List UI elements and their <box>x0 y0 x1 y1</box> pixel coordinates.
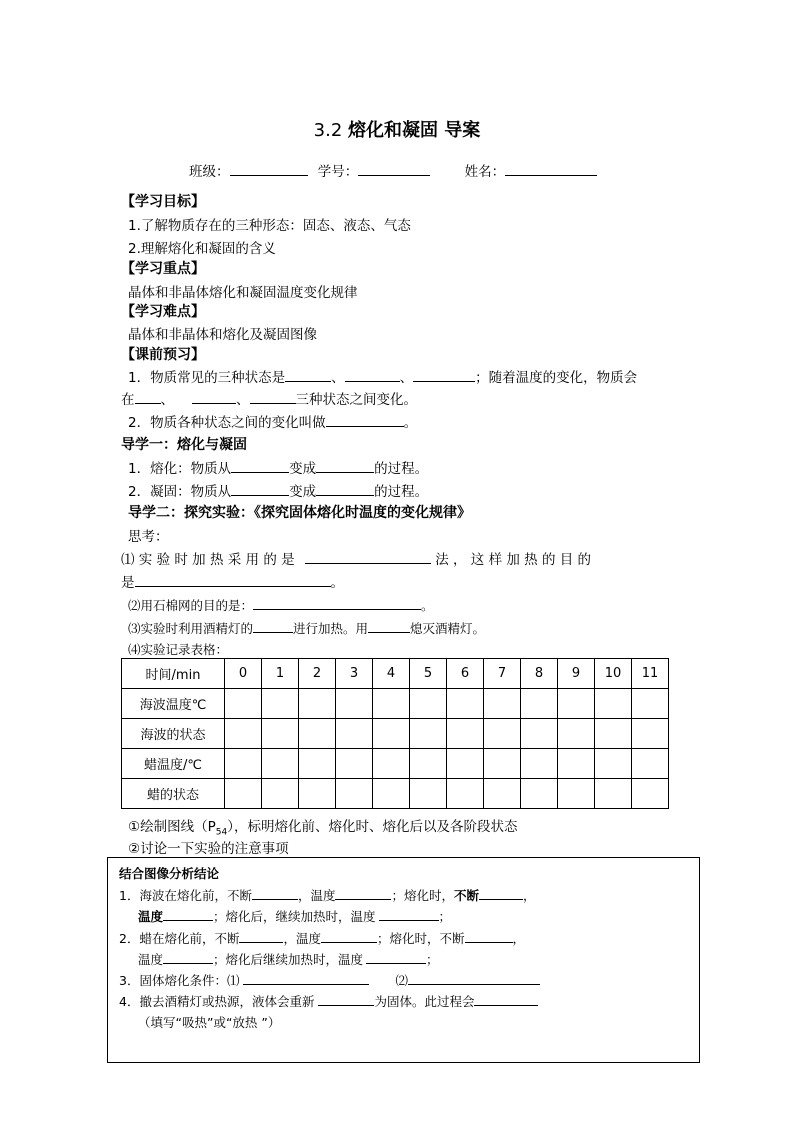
conclusion-line-4: 温度 ；熔化后继续加热时，温度 ； <box>138 952 439 967</box>
table-cell[interactable] <box>373 719 410 749</box>
table-header-cell: 11 <box>632 659 669 689</box>
table-cell[interactable] <box>299 749 336 779</box>
table-cell[interactable] <box>521 689 558 719</box>
table-cell[interactable] <box>225 689 262 719</box>
table-cell[interactable] <box>373 689 410 719</box>
table-cell[interactable] <box>632 749 669 779</box>
table-cell[interactable] <box>558 779 595 809</box>
table-cell[interactable] <box>410 749 447 779</box>
goal-1: 1.了解物质存在的三种形态：固态、液态、气态 <box>128 218 411 234</box>
guide-1-melting: 1．熔化：物质从 变成 的过程。 <box>128 461 429 477</box>
table-cell[interactable] <box>558 719 595 749</box>
table-cell[interactable] <box>262 689 299 719</box>
blank[interactable] <box>326 414 404 427</box>
blank[interactable] <box>316 483 374 496</box>
table-header-cell: 时间/min <box>122 659 225 689</box>
table-cell[interactable] <box>373 779 410 809</box>
difficulty-1: 晶体和非晶体和熔化及凝固图像 <box>128 327 317 343</box>
table-cell[interactable] <box>336 689 373 719</box>
class-label: 班级： <box>189 164 230 180</box>
blank[interactable] <box>163 908 213 921</box>
goal-2: 2.理解熔化和凝固的含义 <box>128 241 276 257</box>
table-cell[interactable] <box>299 689 336 719</box>
question-3: ⑶实验时利用酒精灯的 进行加热。用 熄灭酒精灯。 <box>128 621 486 636</box>
blank[interactable] <box>474 993 538 1006</box>
name-field[interactable] <box>505 163 597 176</box>
table-cell[interactable] <box>225 749 262 779</box>
blank[interactable] <box>335 887 391 900</box>
table-header-row <box>122 659 669 689</box>
blank[interactable] <box>345 369 400 382</box>
table-header-cell: 5 <box>410 659 447 689</box>
blank[interactable] <box>135 391 161 404</box>
table-cell[interactable] <box>447 689 484 719</box>
preview-2: 2．物质各种状态之间的变化叫做 。 <box>128 415 418 431</box>
table-cell[interactable] <box>262 719 299 749</box>
blank[interactable] <box>479 887 523 900</box>
row-label: 蜡的状态 <box>122 779 225 809</box>
row-label: 蜡温度/℃ <box>122 749 225 779</box>
table-cell[interactable] <box>410 779 447 809</box>
blank[interactable] <box>379 908 439 921</box>
blank[interactable] <box>318 993 374 1006</box>
blank[interactable] <box>239 930 283 943</box>
blank[interactable] <box>465 930 513 943</box>
blank[interactable] <box>243 972 369 985</box>
blank[interactable] <box>305 551 431 564</box>
key-1: 晶体和非晶体熔化和凝固温度变化规律 <box>128 285 358 301</box>
blank[interactable] <box>368 620 410 633</box>
question-4: ⑷实验记录表格： <box>128 642 229 657</box>
blank[interactable] <box>253 597 421 610</box>
table-cell[interactable] <box>558 689 595 719</box>
conclusion-line-6: 4．撤去酒精灯或热源，液体会重新 为固体。此过程会 <box>119 992 538 1010</box>
table-cell[interactable] <box>262 779 299 809</box>
conclusion-title: 结合图像分析结论 <box>119 866 220 881</box>
table-header-cell: 2 <box>299 659 336 689</box>
table-row <box>122 719 669 749</box>
blank[interactable] <box>366 951 426 964</box>
table-cell[interactable] <box>447 779 484 809</box>
table-cell[interactable] <box>632 719 669 749</box>
table-cell[interactable] <box>521 719 558 749</box>
blank[interactable] <box>135 574 331 587</box>
name-label: 姓名： <box>464 164 506 180</box>
blank[interactable] <box>231 483 289 496</box>
conclusion-line-7: （填写“吸热”或“放热 ”） <box>138 1015 281 1030</box>
blank[interactable] <box>321 930 377 943</box>
think-label: 思考： <box>128 529 169 545</box>
blank[interactable] <box>192 391 236 404</box>
guide-1-title: 导学一：熔化与凝固 <box>121 437 247 453</box>
table-row <box>122 779 669 809</box>
table-cell[interactable] <box>521 779 558 809</box>
table-cell[interactable] <box>595 689 632 719</box>
table-cell[interactable] <box>262 749 299 779</box>
table-header-cell: 4 <box>373 659 410 689</box>
table-cell[interactable] <box>299 719 336 749</box>
section-difficulty: 【学习难点】 <box>121 304 205 320</box>
conclusion-line-5: 3．固体熔化条件：⑴ ⑵ <box>119 971 540 989</box>
section-goals: 【学习目标】 <box>121 194 205 210</box>
section-preview: 【课前预习】 <box>121 347 205 363</box>
table-cell[interactable] <box>558 749 595 779</box>
guide-1-solidifying: 2．凝固：物质从 变成 的过程。 <box>128 484 429 500</box>
table-header-cell: 0 <box>225 659 262 689</box>
blank[interactable] <box>316 460 374 473</box>
table-cell[interactable] <box>484 719 521 749</box>
blank[interactable] <box>413 369 475 382</box>
table-cell[interactable] <box>484 689 521 719</box>
blank[interactable] <box>231 460 289 473</box>
table-row <box>122 749 669 779</box>
table-cell[interactable] <box>336 719 373 749</box>
preview-1-cont: 在 、 、 三种状态之间变化。 <box>121 392 417 408</box>
table-cell[interactable] <box>484 779 521 809</box>
record-table <box>121 658 669 809</box>
question-2: ⑵用石棉网的目的是： 。 <box>128 598 434 613</box>
row-label: 海波的状态 <box>122 719 225 749</box>
class-field[interactable] <box>230 163 308 176</box>
table-cell[interactable] <box>484 749 521 779</box>
table-header-cell: 7 <box>484 659 521 689</box>
table-cell[interactable] <box>521 749 558 779</box>
table-cell[interactable] <box>632 779 669 809</box>
table-cell[interactable] <box>410 689 447 719</box>
table-cell[interactable] <box>595 749 632 779</box>
note-1: ①绘制图线$(P_{54})$，标明熔化前、熔化时、熔化后以及各阶段状态 <box>128 819 518 838</box>
table-cell[interactable] <box>447 749 484 779</box>
table-header-cell: 9 <box>558 659 595 689</box>
conclusion-line-3: 2．蜡在熔化前，不断 ，温度 ；熔化时，不断 ， <box>119 931 526 946</box>
question-1: ⑴ 实 验 时 加 热 采 用 的 是 法 ， 这 样 加 热 的 目 的 <box>121 552 592 568</box>
guide-2-title: 导学二：探究实验：《探究固体熔化时温度的变化规律》 <box>128 505 471 521</box>
table-header-cell: 3 <box>336 659 373 689</box>
table-cell[interactable] <box>336 749 373 779</box>
table-cell[interactable] <box>299 779 336 809</box>
table-cell[interactable] <box>225 779 262 809</box>
question-1-cont: 是 。 <box>121 575 344 591</box>
table-row <box>122 689 669 719</box>
blank[interactable] <box>252 887 298 900</box>
blank[interactable] <box>285 369 331 382</box>
table-cell[interactable] <box>447 719 484 749</box>
conclusion-line-1: 1．海波在熔化前，不断 ，温度 ；熔化时，不断 ， <box>119 888 536 903</box>
conclusion-line-2: 温度 ；熔化后，继续加热时，温度 ； <box>138 909 452 924</box>
header-fields <box>189 160 597 180</box>
id-field[interactable] <box>358 163 430 176</box>
section-key: 【学习重点】 <box>121 261 205 277</box>
table-header-cell: 6 <box>447 659 484 689</box>
table-cell[interactable] <box>336 779 373 809</box>
blank[interactable] <box>250 391 296 404</box>
table-header-cell: 1 <box>262 659 299 689</box>
row-label: 海波温度℃ <box>122 689 225 719</box>
page-title: 3.2 熔化和凝固 导案 <box>313 120 481 141</box>
table-header-cell: 10 <box>595 659 632 689</box>
table-header-cell: 8 <box>521 659 558 689</box>
id-label: 学号： <box>317 164 359 180</box>
blank[interactable] <box>253 620 293 633</box>
preview-1: 1．物质常见的三种状态是 、 、 ；随着温度的变化，物质会 <box>128 370 638 386</box>
table-cell[interactable] <box>595 779 632 809</box>
table-cell[interactable] <box>225 719 262 749</box>
table-cell[interactable] <box>632 689 669 719</box>
table-cell[interactable] <box>410 719 447 749</box>
table-cell[interactable] <box>595 719 632 749</box>
note-2: ②讨论一下实验的注意事项 <box>128 841 289 857</box>
blank[interactable] <box>408 972 540 985</box>
blank[interactable] <box>163 951 213 964</box>
table-cell[interactable] <box>373 749 410 779</box>
